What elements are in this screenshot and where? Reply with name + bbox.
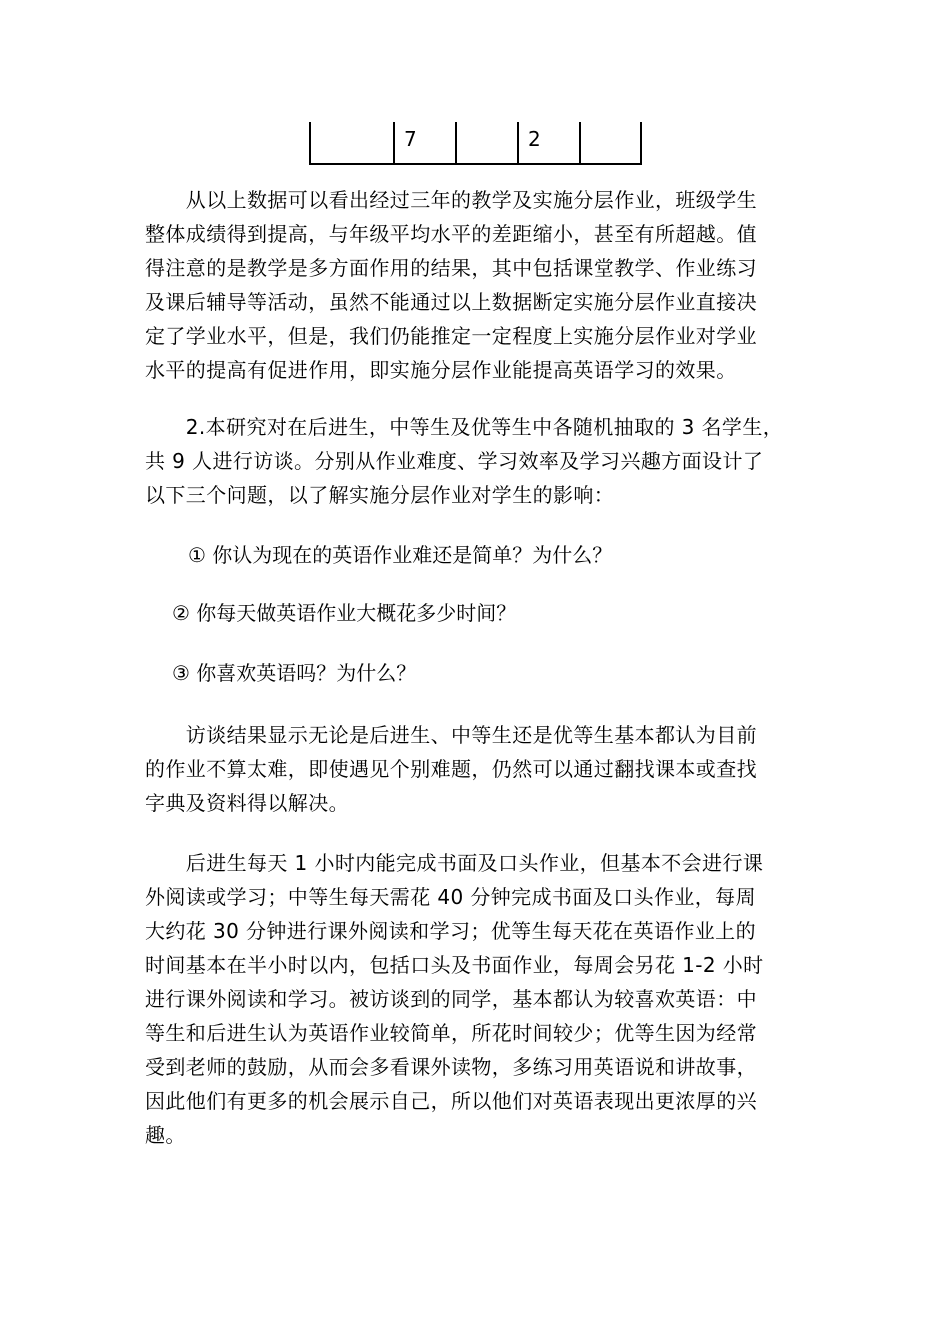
text-line: 的作业不算太难，即使遇见个别难题，仍然可以通过翻找课本或查找 [145, 757, 757, 781]
text-line: 进行课外阅读和学习。被访谈到的同学，基本都认为较喜欢英语：中 [145, 987, 757, 1011]
text-line: 因此他们有更多的机会展示自己，所以他们对英语表现出更浓厚的兴 [145, 1089, 757, 1113]
study-paragraph [145, 410, 815, 512]
text-line: 等生和后进生认为英语作业较简单，所花时间较少；优等生因为经常 [145, 1021, 757, 1045]
text-line: 时间基本在半小时以内，包括口头及书面作业，每周会另花 1-2 小时 [145, 953, 764, 977]
text-line: 从以上数据可以看出经过三年的教学及实施分层作业，班级学生 [145, 188, 757, 212]
text-line: 访谈结果显示无论是后进生、中等生还是优等生基本都认为目前 [145, 723, 757, 747]
interview-question-3: ③ 你喜欢英语吗？为什么？ [172, 661, 417, 685]
text-line: 后进生每天 1 小时内能完成书面及口头作业，但基本不会进行课 [145, 851, 764, 875]
text-line: 外阅读或学习；中等生每天需花 40 分钟完成书面及口头作业，每周 [145, 885, 756, 909]
interview-question-1: ① 你认为现在的英语作业难还是简单？为什么？ [188, 543, 613, 567]
summary-paragraph [145, 183, 815, 387]
table-cell: 7 [393, 122, 455, 163]
table-cell [579, 122, 642, 163]
time-paragraph [145, 846, 815, 1152]
text-line: 大约花 30 分钟进行课外阅读和学习；优等生每天花在英语作业上的 [145, 919, 756, 943]
text-line: 字典及资料得以解决。 [145, 791, 349, 815]
table-cell [309, 122, 393, 163]
text-line: 及课后辅导等活动，虽然不能通过以上数据断定实施分层作业直接决 [145, 290, 757, 314]
text-line: 以下三个问题，以了解实施分层作业对学生的影响： [145, 483, 615, 507]
result-paragraph [145, 718, 815, 820]
interview-question-2: ② 你每天做英语作业大概花多少时间？ [172, 601, 517, 625]
text-line: 受到老师的鼓励，从而会多看课外读物，多练习用英语说和讲故事， [145, 1055, 757, 1079]
text-line: 整体成绩得到提高，与年级平均水平的差距缩小，甚至有所超越。值 [145, 222, 757, 246]
text-line: 定了学业水平，但是，我们仍能推定一定程度上实施分层作业对学业 [145, 324, 757, 348]
text-line: 2.本研究对在后进生，中等生及优等生中各随机抽取的 3 名学生， [145, 415, 784, 439]
table-cell: 2 [517, 122, 579, 163]
text-line: 得注意的是教学是多方面作用的结果，其中包括课堂教学、作业练习 [145, 256, 757, 280]
text-line: 水平的提高有促进作用，即实施分层作业能提高英语学习的效果。 [145, 358, 737, 382]
text-line: 趣。 [145, 1123, 186, 1147]
table-cell [455, 122, 517, 163]
data-table-fragment [309, 122, 642, 165]
text-line: 共 9 人进行访谈。分别从作业难度、学习效率及学习兴趣方面设计了 [145, 449, 764, 473]
